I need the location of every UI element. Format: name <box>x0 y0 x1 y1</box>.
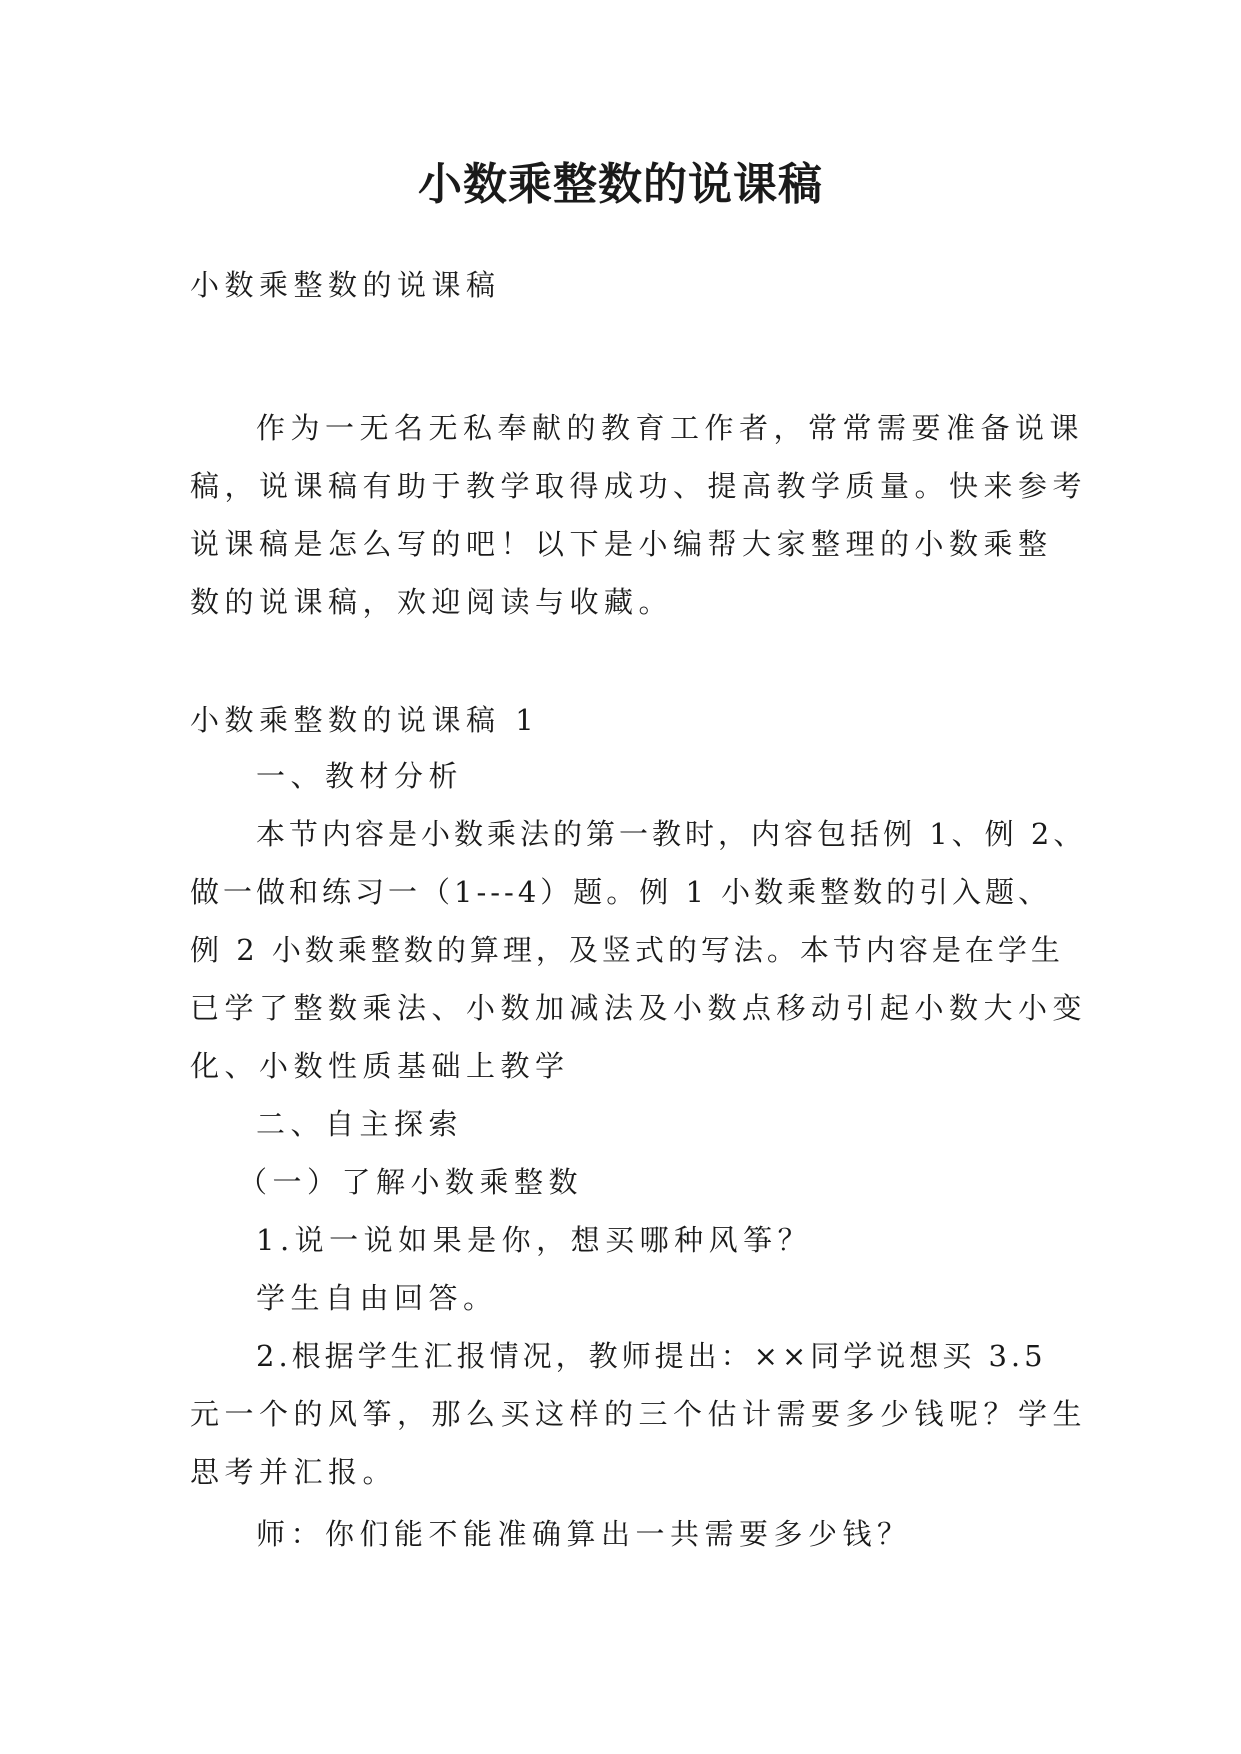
part2-heading: 二、自主探索 <box>256 1107 464 1141</box>
part2-sub-heading: （一）了解小数乘整数 <box>238 1165 584 1199</box>
intro-line: 数的说课稿，欢迎阅读与收藏。 <box>190 585 674 619</box>
part1-line: 做一做和练习一（1---4）题。例 1 小数乘整数的引入题、 <box>190 875 1052 909</box>
document-title: 小数乘整数的说课稿 <box>418 159 823 210</box>
part1-line: 本节内容是小数乘法的第一教时，内容包括例 1、例 2、 <box>256 817 1087 851</box>
part1-line: 化、小数性质基础上教学 <box>190 1049 570 1083</box>
part1-heading: 一、教材分析 <box>256 759 464 793</box>
section-heading: 小数乘整数的说课稿 1 <box>190 703 540 737</box>
intro-line: 作为一无名无私奉献的教育工作者，常常需要准备说课 <box>256 411 1085 445</box>
item2-line: 思考并汇报。 <box>190 1455 398 1489</box>
item1-answer: 学生自由回答。 <box>256 1281 498 1315</box>
item2-line: 2.根据学生汇报情况，教师提出：××同学说想买 3.5 <box>256 1339 1047 1373</box>
part1-line: 例 2 小数乘整数的算理，及竖式的写法。本节内容是在学生 <box>190 933 1064 967</box>
document-subtitle: 小数乘整数的说课稿 <box>190 268 501 302</box>
intro-line: 说课稿是怎么写的吧！以下是小编帮大家整理的小数乘整 <box>190 527 1053 561</box>
part1-line: 已学了整数乘法、小数加减法及小数点移动引起小数大小变 <box>190 991 1088 1025</box>
teacher-line: 师：你们能不能准确算出一共需要多少钱？ <box>256 1517 912 1551</box>
intro-line: 稿，说课稿有助于教学取得成功、提高教学质量。快来参考 <box>190 469 1088 503</box>
item2-line: 元一个的风筝，那么买这样的三个估计需要多少钱呢？学生 <box>190 1397 1088 1431</box>
item1: 1.说一说如果是你，想买哪种风筝？ <box>256 1223 813 1257</box>
